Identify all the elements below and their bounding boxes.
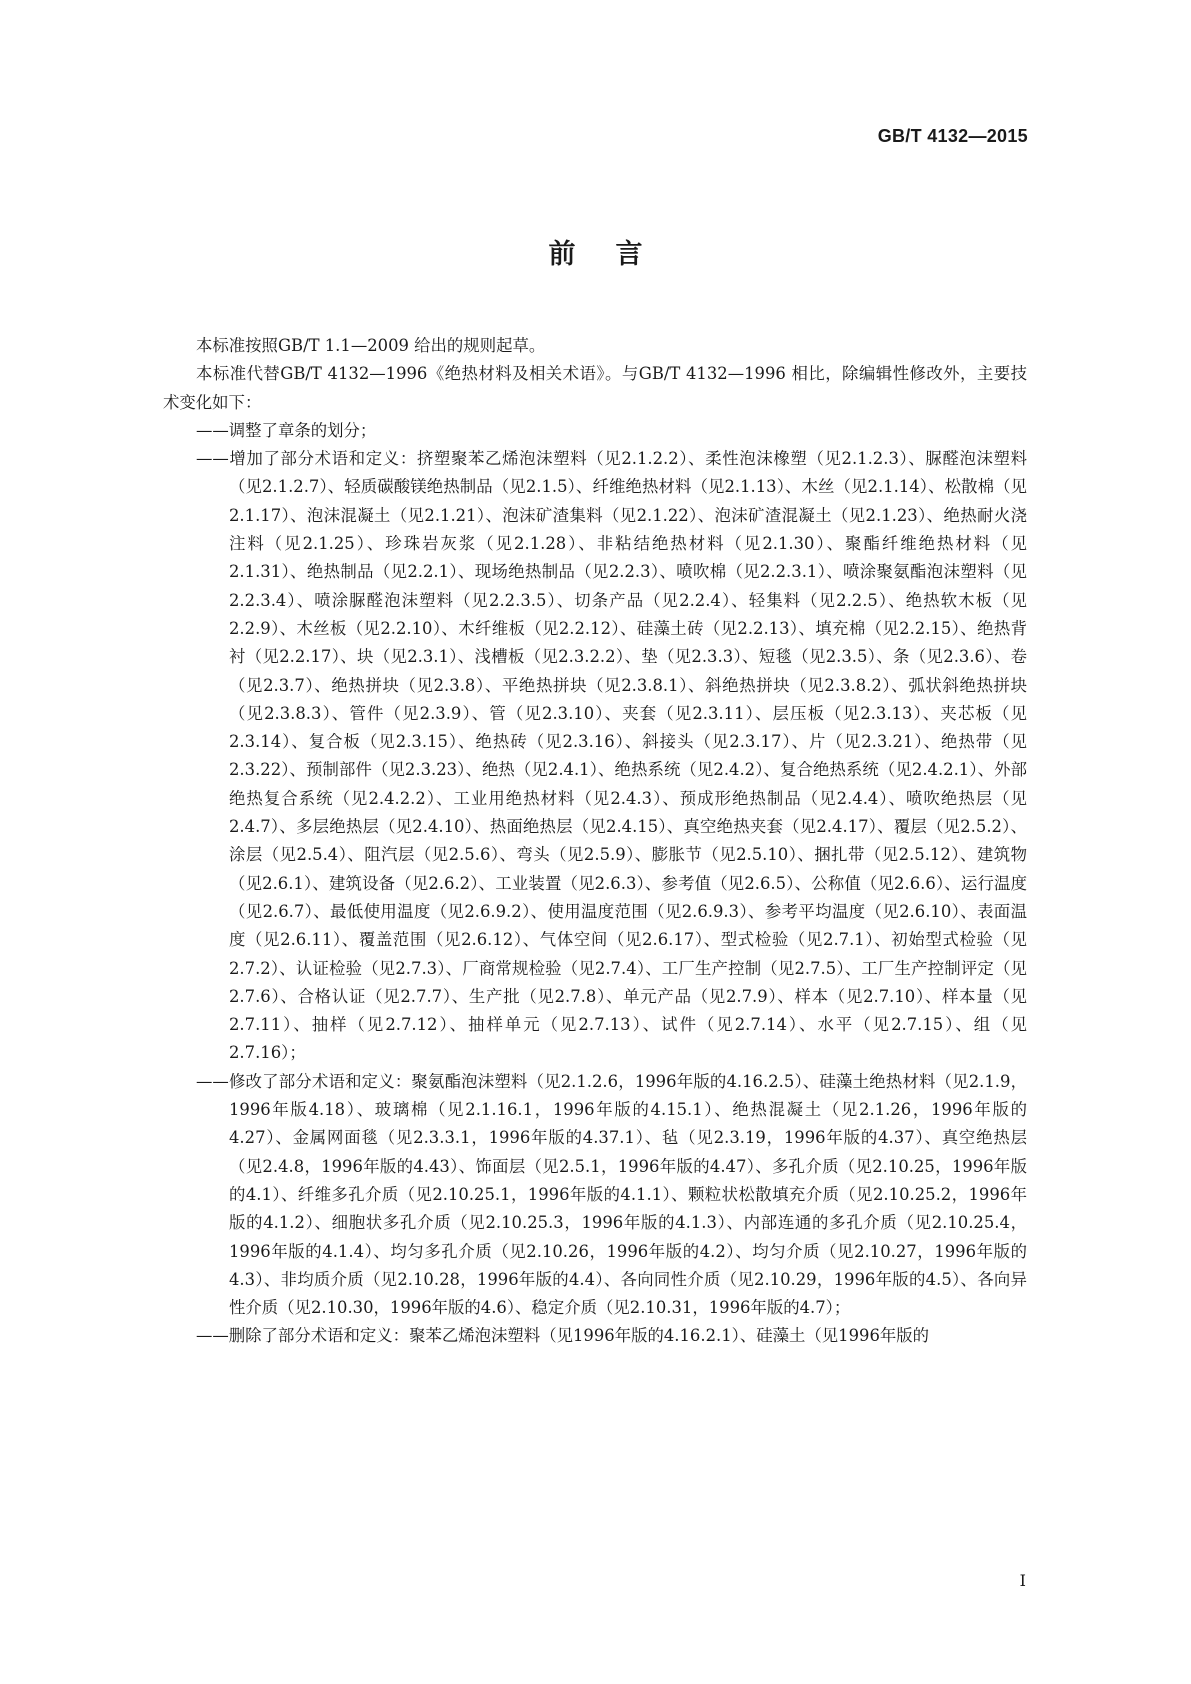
change-item-structure: ——调整了章条的划分；: [196, 420, 377, 440]
paragraph-drafting-rules: 本标准按照GB/T 1.1—2009 给出的规则起草。: [196, 336, 546, 355]
page-number: I: [1019, 1571, 1026, 1590]
change-item-added-terms: ——增加了部分术语和定义：挤塑聚苯乙烯泡沫塑料（见2.1.2.2）、柔性泡沫橡塑（见2.1.2.3）、脲醛泡沫塑料（见2.1.2.7）、轻质碳酸镁绝热制品（见2.1.5）、纤维绝热材料（见2.1.13）、木丝（见2.1.14）、松散棉（见2.1.17）、泡沫混凝土（见2.1.21）、泡沫矿渣集料（见2.1.22）、泡沫矿渣混凝土（见2.1.23）、绝热耐火浇注料（见2.1.25）、珍珠岩灰浆（见2.1.28）、非粘结绝热材料（见2.1.30）、聚酯纤维绝热材料（见2.1.31）、绝热制品（见2.2.1）、现场绝热制品（见2.2.3）、喷吹棉（见2.2.3.1）、喷涂聚氨酯泡沫塑料（见2.2.3.4）、喷涂脲醛泡沫塑料（见2.2.3.5）、切条产品（见2.2.4）、轻集料（见2.2.5）、绝热软木板（见2.2.9）、木丝板（见2.2.10）、木纤维板（见2.2.12）、硅藻土砖（见2.2.13）、填充棉（见2.2.15）、绝热背衬（见2.2.17）、块（见2.3.1）、浅槽板（见2.3.2.2）、垫（见2.3.3）、短毯（见2.3.5）、条（见2.3.6）、卷（见2.3.7）、绝热拼块（见2.3.8）、平绝热拼块（见2.3.8.1）、斜绝热拼块（见2.3.8.2）、弧状斜绝热拼块（见2.3.8.3）、管件（见2.3.9）、管（见2.3.10）、夹套（见2.3.11）、层压板（见2.3.13）、夹芯板（见2.3.14）、复合板（见2.3.15）、绝热砖（见2.3.16）、斜接头（见2.3.17）、片（见2.3.21）、绝热带（见2.3.22）、预制部件（见2.3.23）、绝热（见2.4.1）、绝热系统（见2.4.2）、复合绝热系统（见2.4.2.1）、外部绝热复合系统（见2.4.2.2）、工业用绝热材料（见2.4.3）、预成形绝热制品（见2.4.4）、喷吹绝热层（见2.4.7）、多层绝热层（见2.4.10）、热面绝热层（见2.4.15）、真空绝热夹套（见2.4.17）、覆层（见2.5.2）、涂层（见2.5.4）、阻汽层（见2.5.6）、弯头（见2.5.9）、膨胀节（见2.5.10）、捆扎带（见2.5.12）、建筑物（见2.6.1）、建筑设备（见2.6.2）、工业装置（见2.6.3）、参考值（见2.6.5）、公称值（见2.6.6）、运行温度（见2.6.7）、最低使用温度（见2.6.9.2）、使用温度范围（见2.6.9.3）、参考平均温度（见2.6.10）、表面温度（见2.6.11）、覆盖范围（见2.6.12）、气体空间（见2.6.17）、型式检验（见2.7.1）、初始型式检验（见2.7.2）、认证检验（见2.7.3）、厂商常规检验（见2.7.4）、工厂生产控制（见2.7.5）、工厂生产控制评定（见2.7.6）、合格认证（见2.7.7）、生产批（见2.7.8）、单元产品（见2.7.9）、样本（见2.7.10）、样本量（见2.7.11）、抽样（见2.7.12）、抽样单元（见2.7.13）、试件（见2.7.14）、水平（见2.7.15）、组（见2.7.16）；: [196, 449, 1027, 1063]
standard-code: GB/T 4132—2015: [877, 126, 1028, 146]
paragraph-replacement: 本标准代替GB/T 4132—1996《绝热材料及相关术语》。与GB/T 4132—1996 相比，除编辑性修改外，主要技术变化如下：: [163, 364, 1027, 412]
foreword-body: [163, 332, 1027, 1351]
change-item-modified-terms: ——修改了部分术语和定义：聚氨酯泡沫塑料（见2.1.2.6，1996年版的4.16.2.5）、硅藻土绝热材料（见2.1.9，1996年版4.18）、玻璃棉（见2.1.16.1，1996年版的4.15.1）、绝热混凝土（见2.1.26，1996年版的4.27）、金属网面毯（见2.3.3.1，1996年版的4.37.1）、毡（见2.3.19，1996年版的4.37）、真空绝热层（见2.4.8，1996年版的4.43）、饰面层（见2.5.1，1996年版的4.47）、多孔介质（见2.10.25，1996年版的4.1）、纤维多孔介质（见2.10.25.1，1996年版的4.1.1）、颗粒状松散填充介质（见2.10.25.2，1996年版的4.1.2）、细胞状多孔介质（见2.10.25.3，1996年版的4.1.3）、内部连通的多孔介质（见2.10.25.4，1996年版的4.1.4）、均匀多孔介质（见2.10.26，1996年版的4.2）、均匀介质（见2.10.27，1996年版的4.3）、非均质介质（见2.10.28，1996年版的4.4）、各向同性介质（见2.10.29，1996年版的4.5）、各向异性介质（见2.10.30，1996年版的4.6）、稳定介质（见2.10.31，1996年版的4.7）；: [196, 1071, 1027, 1318]
page-title: 前言: [548, 239, 683, 270]
change-item-deleted-terms: ——删除了部分术语和定义：聚苯乙烯泡沫塑料（见1996年版的4.16.2.1）、硅藻土（见1996年版的: [196, 1326, 930, 1346]
